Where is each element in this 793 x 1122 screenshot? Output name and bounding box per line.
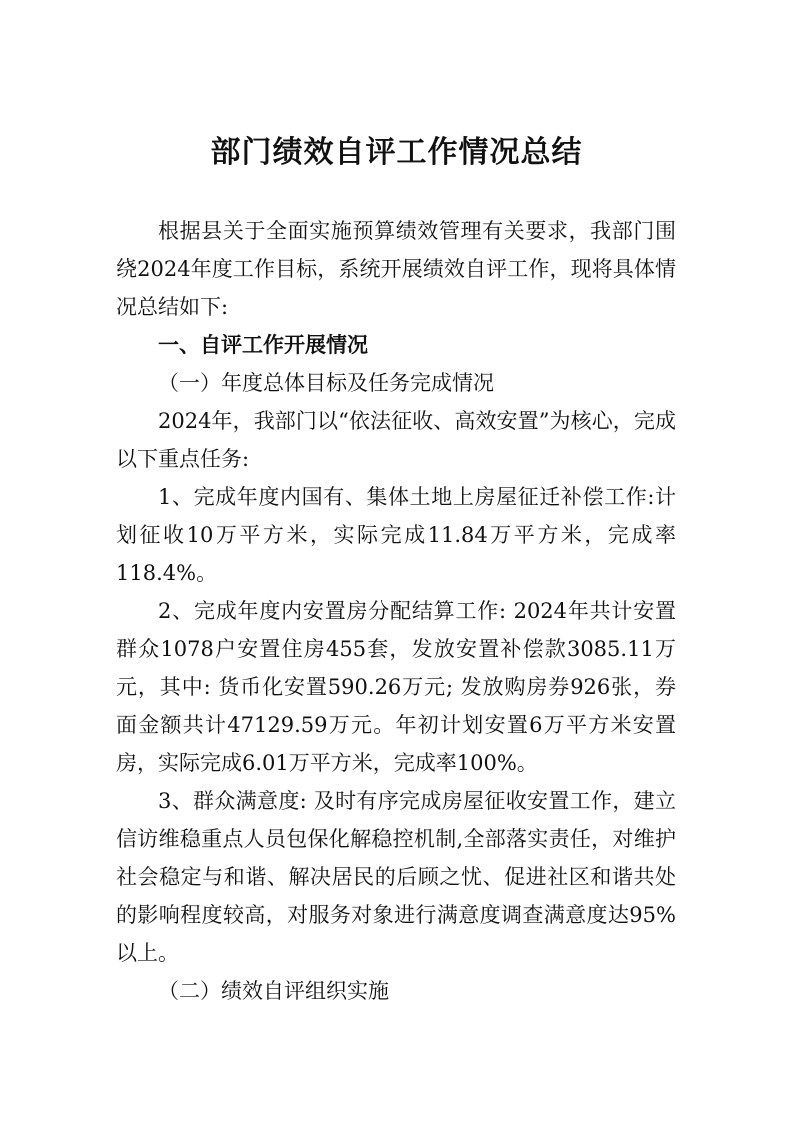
task-item-1: 1、完成年度内国有、集体土地上房屋征迁补偿工作:计划征收10万平方米，实际完成11.84万平方米，完成率118.4%。 bbox=[116, 485, 676, 585]
subsection-heading: （一）年度总体目标及任务完成情况 bbox=[158, 371, 494, 395]
intro-paragraph: 根据县关于全面实施预算绩效管理有关要求，我部门围绕2024年度工作目标，系统开展绩效自评工作，现将具体情况总结如下: bbox=[116, 219, 676, 319]
task-item-3: 3、群众满意度: 及时有序完成房屋征收安置工作，建立信访维稳重点人员包保化解稳控机制,全部落实责任，对维护社会稳定与和谐、解决居民的后顾之忧、促进社区和谐共处的影响程度较高，对服务对象进行满意度调查满意度达95%以上。 bbox=[116, 789, 676, 965]
task-item-2: 2、完成年度内安置房分配结算工作: 2024年共计安置群众1078户安置住房455套，发放安置补偿款3085.11万元，其中: 货币化安置590.26万元; 发放购房券926张，券面金额共计47129.59万元。年初计划安置6万平方米安置房，实际完成6.01万平方米，完成率100%。 bbox=[116, 599, 676, 775]
subsection-heading-2: （二）绩效自评组织实施 bbox=[158, 979, 389, 1003]
section-heading: 一、自评工作开展情况 bbox=[158, 333, 368, 357]
summary-paragraph: 2024年，我部门以“依法征收、高效安置”为核心，完成以下重点任务: bbox=[116, 409, 676, 471]
document-body bbox=[116, 212, 676, 1010]
document-title: 部门绩效自评工作情况总结 bbox=[210, 135, 583, 170]
